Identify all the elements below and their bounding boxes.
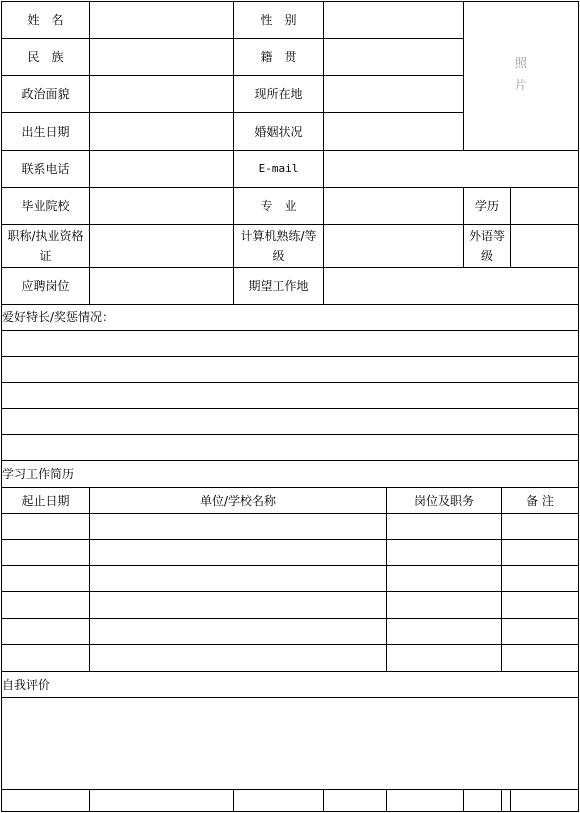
history-col-organization: 单位/学校名称 xyxy=(199,493,277,508)
marital-status-label: 婚姻状况 xyxy=(254,124,303,139)
phone-label: 联系电话 xyxy=(21,162,70,176)
email-field[interactable] xyxy=(324,151,578,187)
self-eval-field[interactable] xyxy=(2,698,578,789)
photo-label xyxy=(464,52,578,96)
native-place-label: 籍 贯 xyxy=(260,50,297,64)
title-label: 职称/执业资格证 xyxy=(7,229,84,263)
degree-label: 学历 xyxy=(474,199,499,213)
table-row[interactable] xyxy=(2,514,578,539)
location-field[interactable] xyxy=(324,268,578,304)
name-field[interactable] xyxy=(90,2,233,38)
photo-label-line1: 照 xyxy=(514,56,527,70)
computer-label: 计算机熟练/等级 xyxy=(240,229,317,263)
hobbies-title: 爱好特长/奖惩情况： xyxy=(2,310,115,324)
current-residence-label: 现所在地 xyxy=(254,87,303,101)
marital-status-field[interactable] xyxy=(324,113,463,150)
ethnicity-field[interactable] xyxy=(90,39,233,75)
history-col-dates: 起止日期 xyxy=(21,493,70,508)
major-field[interactable] xyxy=(324,188,463,224)
phone-field[interactable] xyxy=(90,151,233,187)
major-label: 专 业 xyxy=(260,199,297,213)
native-place-field[interactable] xyxy=(324,39,463,75)
history-col-role: 岗位及职务 xyxy=(413,493,474,508)
grid-line xyxy=(1,811,579,812)
grid-line xyxy=(1,304,579,305)
location-label: 期望工作地 xyxy=(248,279,309,293)
self-eval-title: 自我评价 xyxy=(2,678,51,692)
hobbies-field[interactable] xyxy=(2,331,578,460)
birth-date-label: 出生日期 xyxy=(21,124,70,139)
name-label: 姓 名 xyxy=(27,13,64,27)
history-col-remarks: 备 注 xyxy=(526,493,554,508)
table-row[interactable] xyxy=(2,540,578,565)
position-label: 应聘岗位 xyxy=(21,279,70,293)
degree-field[interactable] xyxy=(511,188,578,224)
table-row[interactable] xyxy=(2,566,578,591)
school-label: 毕业院校 xyxy=(21,199,70,213)
gender-label: 性 别 xyxy=(260,13,297,27)
grid-line xyxy=(578,1,579,811)
current-residence-field[interactable] xyxy=(324,76,463,112)
table-row[interactable] xyxy=(2,592,578,618)
table-row[interactable] xyxy=(2,645,578,671)
position-field[interactable] xyxy=(90,268,233,304)
political-status-field[interactable] xyxy=(90,76,233,112)
language-label: 外语等级 xyxy=(468,229,505,263)
bottom-strip xyxy=(2,790,578,811)
computer-field[interactable] xyxy=(324,225,463,267)
email-label: E-mail xyxy=(258,162,299,175)
history-title: 学习工作简历 xyxy=(2,467,75,481)
gender-field[interactable] xyxy=(324,2,463,38)
political-status-label: 政治面貌 xyxy=(21,87,70,101)
ethnicity-label: 民 族 xyxy=(27,50,64,64)
title-field[interactable] xyxy=(90,225,233,267)
grid-line xyxy=(1,460,579,461)
table-row[interactable] xyxy=(2,619,578,644)
photo-label-line2: 片 xyxy=(514,78,527,92)
school-field[interactable] xyxy=(90,188,233,224)
grid-line xyxy=(1,671,579,672)
language-field[interactable] xyxy=(511,225,578,267)
birth-date-field[interactable] xyxy=(90,113,233,150)
